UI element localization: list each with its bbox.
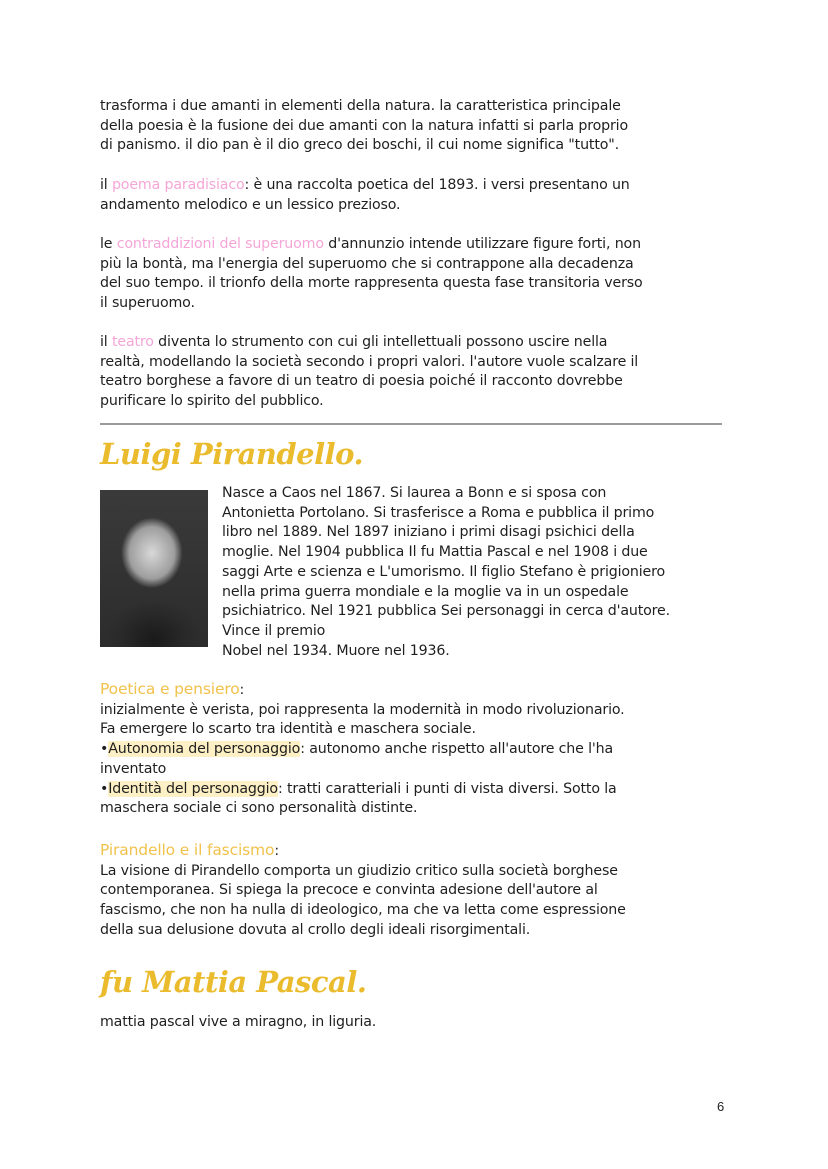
- text-line: La visione di Pirandello comporta un giudizio critico sulla società borghese: [100, 862, 618, 879]
- text-line: saggi Arte e scienza e L'umorismo. Il figlio Stefano è prigioniero: [222, 563, 666, 580]
- text: il: [100, 177, 112, 193]
- text-line: psichiatrico. Nel 1921 pubblica Sei personaggi in cerca d'autore.: [222, 603, 670, 620]
- text-line: maschera sociale ci sono personalità distinte.: [100, 800, 418, 817]
- text: le: [100, 236, 117, 252]
- text: : tratti caratteriali i punti di vista diversi. Sotto la: [277, 780, 617, 797]
- subheading-poetica: Poetica e pensiero: [100, 680, 240, 698]
- text-line: più la bontà, ma l'energia del superuomo che si contrappone alla decadenza: [100, 255, 634, 272]
- text-line: Nasce a Caos nel 1867. Si laurea a Bonn e si sposa con: [222, 485, 607, 501]
- text-line: mattia pascal vive a miragno, in liguria.: [100, 1014, 377, 1030]
- bullet: •: [100, 780, 109, 797]
- text-line: della poesia è la fusione dei due amanti con la natura infatti si parla proprio: [100, 117, 628, 134]
- text-line: purificare lo spirito del pubblico.: [100, 393, 324, 410]
- paragraph-poema-paradisiaco: [100, 176, 630, 215]
- text-line: libro nel 1889. Nel 1897 iniziano i primi disagi psichici della: [222, 524, 635, 541]
- fascismo-section: [100, 841, 626, 941]
- highlighted-term: Identità del personaggio: [108, 780, 278, 797]
- paragraph-teatro: [100, 333, 638, 412]
- text-line: moglie. Nel 1904 pubblica Il fu Mattia Pascal e nel 1908 i due: [222, 544, 648, 561]
- text: : autonomo anche rispetto all'autore che l'ha: [300, 741, 614, 758]
- page-number: 6: [717, 1099, 725, 1114]
- bullet: •: [100, 741, 109, 758]
- text-line: teatro borghese a favore di un teatro di poesia poiché il racconto dovrebbe: [100, 373, 623, 390]
- portrait-photo: [100, 490, 208, 647]
- text-line: contemporanea. Si spiega la precoce e convinta adesione dell'autore al: [100, 882, 598, 899]
- text-line: Antonietta Portolano. Si trasferisce a Roma e pubblica il primo: [222, 504, 655, 521]
- paragraph-superuomo: [100, 235, 643, 314]
- text-line: nella prima guerra mondiale e la moglie va in un ospedale: [222, 583, 629, 600]
- text: d'annunzio intende utilizzare figure forti, non: [323, 236, 641, 252]
- text-line: di panismo. il dio pan è il dio greco dei boschi, il cui nome significa "tutto".: [100, 137, 620, 154]
- highlighted-term: poema paradisiaco: [111, 177, 245, 193]
- section-title-pirandello: Luigi Pirandello.: [100, 437, 364, 471]
- colon: :: [274, 843, 279, 859]
- biography: [222, 484, 670, 661]
- colon: :: [239, 682, 245, 698]
- text-line: inventato: [100, 760, 167, 777]
- highlighted-term: contraddizioni del superuomo: [116, 236, 324, 252]
- text-line: Nobel nel 1934. Muore nel 1936.: [222, 642, 450, 659]
- text-line: fascismo, che non ha nulla di ideologico, ma che va letta come espressione: [100, 902, 626, 919]
- text-line: il superuomo.: [100, 295, 195, 312]
- text-line: della sua delusione dovuta al crollo degli ideali risorgimentali.: [100, 921, 531, 938]
- text-line: inizialmente è verista, poi rappresenta la modernità in modo rivoluzionario.: [100, 701, 625, 718]
- poetica-section: [100, 680, 625, 819]
- divider: [100, 423, 722, 425]
- text-line: andamento melodico e un lessico prezioso.: [100, 196, 401, 213]
- text-line: trasforma i due amanti in elementi della natura. la caratteristica principale: [100, 98, 621, 114]
- text-line: Vince il premio: [222, 622, 326, 639]
- highlighted-term: teatro: [111, 334, 154, 350]
- subheading-fascismo: Pirandello e il fascismo: [100, 841, 275, 859]
- highlighted-term: Autonomia del personaggio: [108, 741, 301, 758]
- text: : è una raccolta poetica del 1893. i versi presentano un: [244, 177, 630, 193]
- text-line: Fa emergere lo scarto tra identità e maschera sociale.: [100, 721, 476, 738]
- paragraph-panismo: [100, 97, 628, 156]
- text: il: [100, 334, 112, 350]
- text-line: del suo tempo. il trionfo della morte rappresenta questa fase transitoria verso: [100, 275, 643, 292]
- section-title-mattia-pascal: fu Mattia Pascal.: [100, 965, 367, 999]
- text: diventa lo strumento con cui gli intellettuali possono uscire nella: [153, 334, 608, 350]
- text-line: realtà, modellando la società secondo i propri valori. l'autore vuole scalzare il: [100, 353, 639, 370]
